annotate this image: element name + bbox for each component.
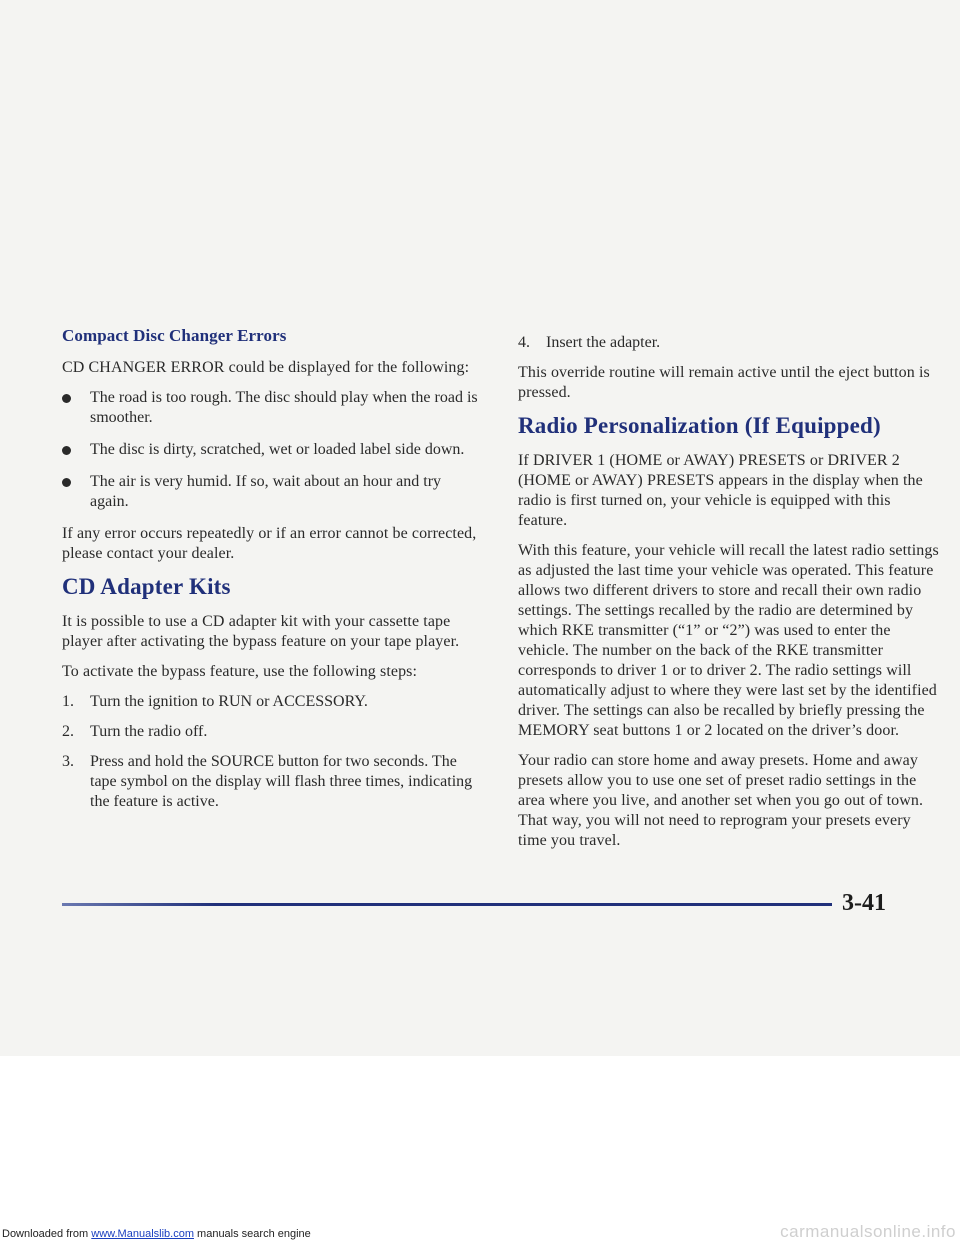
left-column xyxy=(62,326,482,822)
bypass-steps-list xyxy=(62,692,482,812)
error-causes-list xyxy=(62,388,482,512)
section-subhead: Compact Disc Changer Errors xyxy=(62,326,287,345)
override-paragraph: This override routine will remain active until the eject button is pressed. xyxy=(518,364,930,401)
list-item: 3. Press and hold the SOURCE button for two seconds. The tape symbol on the display will flash three times, indicating the feature is active. xyxy=(62,753,473,810)
list-item: The disc is dirty, scratched, wet or loaded label side down. xyxy=(62,440,482,460)
adapter-paragraph: It is possible to use a CD adapter kit with your cassette tape player after activating the bypass feature on your tape player. xyxy=(62,613,460,650)
list-item: The road is too rough. The disc should play when the road is smoother. xyxy=(62,388,482,428)
cd-adapter-heading: CD Adapter Kits xyxy=(62,574,231,599)
personalization-paragraph-1: If DRIVER 1 (HOME or AWAY) PRESETS or DRIVER 2 (HOME or AWAY) PRESETS appears in the display when the radio is first turned on, your vehicle is equipped with this feature. xyxy=(518,452,923,529)
radio-personalization-heading: Radio Personalization (If Equipped) xyxy=(518,413,881,438)
list-item: The air is very humid. If so, wait about an hour and try again. xyxy=(62,472,482,512)
personalization-paragraph-2: With this feature, your vehicle will recall the latest radio settings as adjusted the last time your vehicle was operated. This feature allows two different drivers to store and recall their own radio settings. The settings recalled by the radio are determined by which RKE transmitter (“1” or “2”) was used to enter the vehicle. The number on the back of the RKE transmitter corresponds to driver 1 or to driver 2. The radio settings will automatically adjust to where they were last set by the identified driver. The settings can also be recalled by briefly pressing the MEMORY seat buttons 1 or 2 located on the driver’s door. xyxy=(518,542,939,739)
right-column xyxy=(518,333,943,861)
download-credit: Downloaded from www.Manualslib.com manuals search engine xyxy=(2,1228,311,1240)
intro-paragraph: CD CHANGER ERROR could be displayed for the following: xyxy=(62,359,470,376)
steps-intro: To activate the bypass feature, use the following steps: xyxy=(62,663,418,680)
bypass-steps-continued xyxy=(518,333,943,353)
bullet-icon xyxy=(62,478,71,487)
personalization-paragraph-3: Your radio can store home and away presets. Home and away presets allow you to use one set of preset radio settings in the area where you live, and another set when you go out of town. That way, you will not need to reprogram your presets every time you travel. xyxy=(518,752,924,849)
list-item: 1. Turn the ignition to RUN or ACCESSORY. xyxy=(62,693,368,710)
page-number: 3-41 xyxy=(842,890,886,916)
bullet-icon xyxy=(62,394,71,403)
page-rule xyxy=(62,903,832,907)
manualslib-link[interactable]: www.Manualslib.com xyxy=(91,1228,194,1240)
bullet-icon xyxy=(62,446,71,455)
dealer-paragraph: If any error occurs repeatedly or if an error cannot be corrected, please contact your dealer. xyxy=(62,525,477,562)
watermark-text: carmanualsonline.info xyxy=(780,1222,956,1241)
footer-band xyxy=(0,1056,960,1242)
list-item: 2. Turn the radio off. xyxy=(62,723,208,740)
list-item: 4. Insert the adapter. xyxy=(518,334,661,351)
